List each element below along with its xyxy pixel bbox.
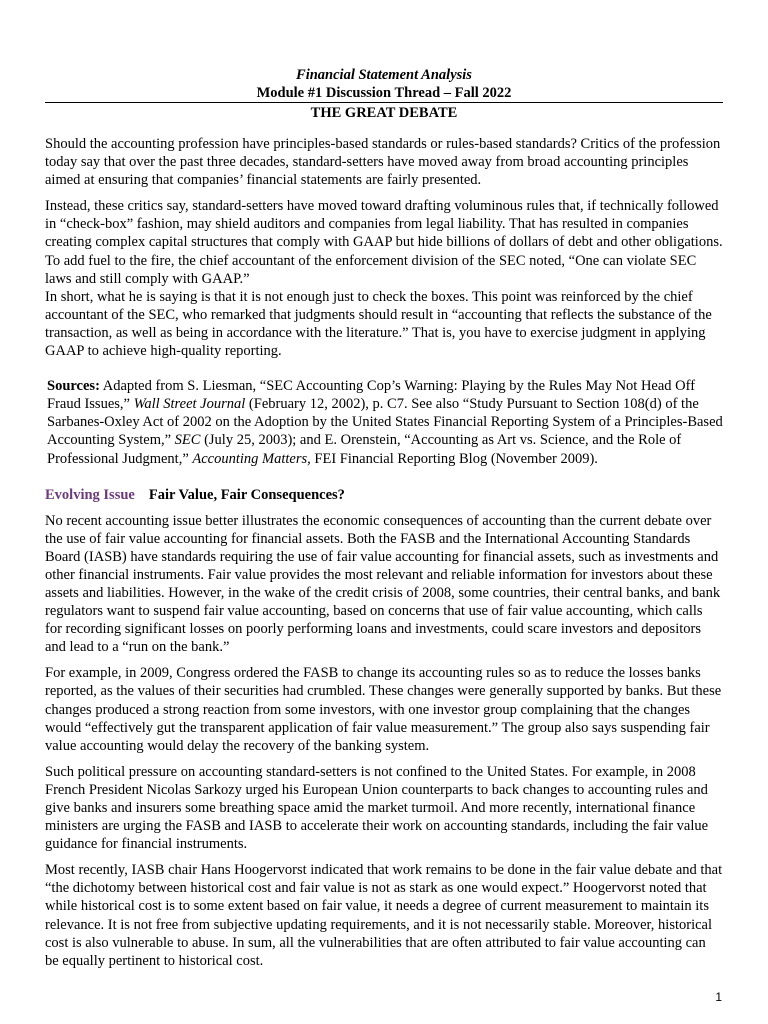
sources-italic-1: Wall Street Journal	[133, 396, 246, 413]
evolving-issue-heading	[45, 486, 723, 504]
intro-paragraph-3: In short, what he is saying is that it is not enough just to check the boxes. This point was reinforced by the chief accountant of the SEC, who remarked that judgments should result in “accounting that reflects the substance of the transaction, as well as being in accordance with the literature.” That is, you have to exercise judgment in applying GAAP to achieve high-quality reporting.	[45, 288, 712, 360]
module-title: Module #1 Discussion Thread – Fall 2022	[256, 85, 512, 101]
page-title: THE GREAT DEBATE	[310, 105, 458, 121]
sources-text-1: Adapted from S. Liesman, “SEC Accounting Cop’s Warning: Playing by the Rules May Not Head Off Fraud Issues,”	[47, 378, 696, 413]
sources-italic-3: Accounting Matters,	[192, 450, 311, 467]
evolving-paragraph-1: No recent accounting issue better illustrates the economic consequences of accounting than the current debate over the use of fair value accounting for financial assets. Both the FASB and the International Accounting Standards Board (IASB) have standards requiring the use of fair value accounting for financial assets, such as investments and other financial instruments. Fair value provides the most relevant and reliable information for investors about these assets and liabilities. However, in the wake of the credit crisis of 2008, some countries, their central banks, and bank regulators want to suspend fair value accounting, based on concerns that use of fair value accounting, which calls for recording significant losses on poorly performing loans and investments, could scare investors and depositors and lead to a “run on the bank.”	[45, 512, 721, 656]
sources-text-2: (February 12, 2002), p. C7. See also “Study Pursuant to Section 108(d) of the Sarbanes-Oxley Act of 2002 on the Adoption by the United States Financial Reporting System of a Principles-Based Accounting System,”	[47, 396, 723, 449]
intro-paragraph-2: Instead, these critics say, standard-setters have moved toward drafting voluminous rules that, if technically followed in “check-box” fashion, may shield auditors and companies from legal liability. That has resulted in companies creating complex capital structures that comply with GAAP but hide billions of dollars of debt and other obligations. To add fuel to the fire, the chief accountant of the enforcement division of the SEC noted, “One can violate SEC laws and still comply with GAAP.”	[45, 198, 723, 287]
document-page	[45, 66, 723, 970]
header-divider	[45, 102, 723, 103]
sources-text-3: (July 25, 2003); and E. Orenstein, “Accounting as Art vs. Science, and the Role of Professional Judgment,”	[47, 432, 682, 467]
evolving-paragraph-3: Such political pressure on accounting standard-setters is not confined to the United States. For example, in 2008 French President Nicolas Sarkozy urged his European Union counterparts to back changes to accounting rules and give banks and insurers some breathing space amid the market turmoil. And more recently, international finance ministers are urging the FASB and IASB to accelerate their work on accounting standards, including the fair value guidance for financial instruments.	[45, 763, 709, 853]
evolving-paragraph-4: Most recently, IASB chair Hans Hoogervorst indicated that work remains to be done in the fair value debate and that “the dichotomy between historical cost and fair value is not as stark as one would expect.” Hoogervorst noted that while historical cost is to some extent based on fair value, it needs a degree of current measurement to maintain its relevance. It is not free from subjective updating requirements, and it is not necessarily stable. Moreover, historical cost is also vulnerable to abuse. In sum, all the vulnerabilities that are often attributed to fair value accounting can be equally pertinent to historical cost.	[45, 862, 723, 969]
evolving-issue-title: Fair Value, Fair Consequences?	[148, 486, 345, 503]
sources-citation	[45, 377, 723, 467]
course-title: Financial Statement Analysis	[296, 67, 472, 83]
sources-italic-2: SEC	[174, 432, 201, 449]
intro-paragraph-1: Should the accounting profession have principles-based standards or rules-based standards? Critics of the profession today say that over the past three decades, standard-setters have moved away from broad accounting principles aimed at ensuring that companies’ financial statements are fairly presented.	[45, 136, 721, 189]
evolving-paragraph-2: For example, in 2009, Congress ordered the FASB to change its accounting rules so as to reduce the losses banks reported, as the values of their securities had crumbled. These changes were generally supported by banks. But these changes produced a strong reaction from some investors, with one investor group complaining that the changes would “effectively gut the transparent application of fair value measurement.” The group also says suspending fair value accounting would delay the recovery of the banking system.	[45, 665, 722, 754]
page-number: 1	[715, 990, 722, 1004]
sources-text-4: FEI Financial Reporting Blog (November 2009).	[310, 450, 598, 467]
evolving-issue-tag: Evolving Issue	[45, 486, 135, 503]
sources-label: Sources:	[47, 378, 100, 395]
